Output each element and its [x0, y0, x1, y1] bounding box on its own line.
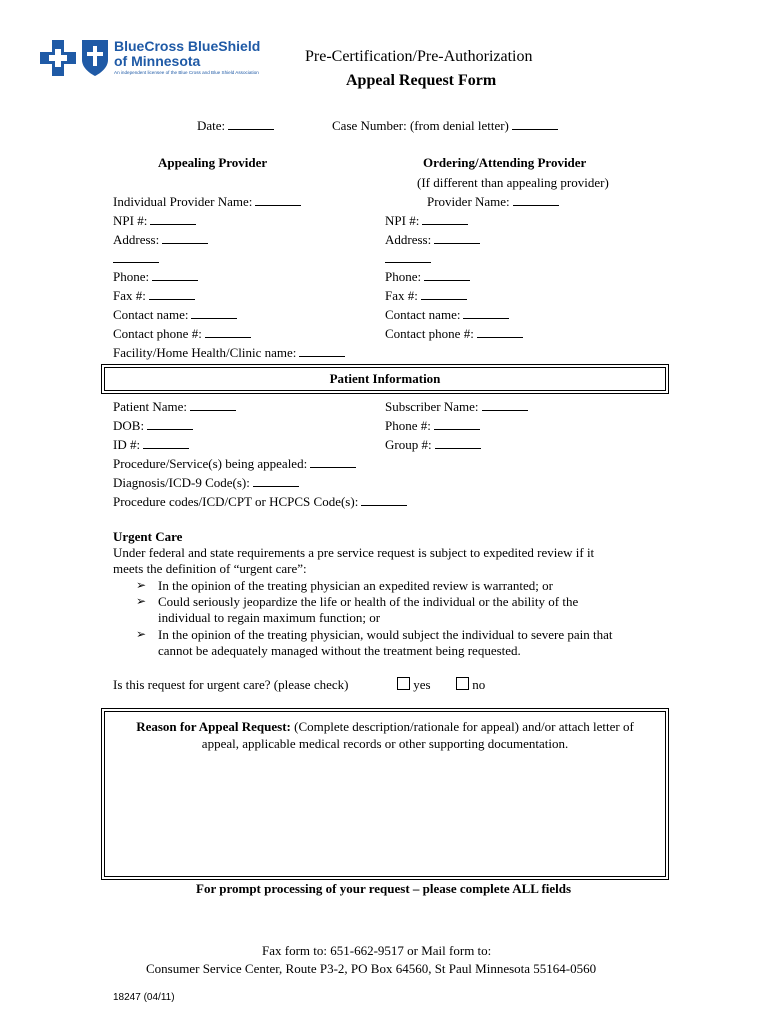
urgent-criterion-2: Could seriously jeopardize the life or health of the individual or the ability of the [158, 594, 579, 609]
checkbox-icon[interactable] [456, 677, 469, 690]
field-label: Diagnosis/ICD-9 Code(s): [113, 475, 250, 490]
bullet-arrow-icon: ➢ [136, 594, 147, 608]
reason-for-appeal-text [105, 712, 665, 752]
ordering-npi-field[interactable] [385, 213, 468, 229]
urgent-criterion-3-cont: cannot be adequately managed without the treatment being requested. [158, 643, 521, 658]
logo [40, 38, 261, 84]
urgent-care-intro-line1: Under federal and state requirements a pre service request is subject to expedited review if it [113, 545, 595, 560]
facility-name-field[interactable] [113, 345, 345, 361]
field-label: Contact name: [385, 307, 461, 322]
form-title-line1: Pre-Certification/Pre-Authorization [305, 48, 533, 65]
case-number-field[interactable] [332, 118, 558, 134]
field-label: Contact phone #: [113, 326, 202, 341]
ordering-address-line2[interactable] [385, 251, 431, 267]
subscriber-phone-field[interactable] [385, 418, 480, 434]
date-field[interactable] [197, 118, 274, 134]
urgent-criterion-3: In the opinion of the treating physician, would subject the individual to severe pain that [158, 627, 613, 642]
prompt-processing-note: For prompt processing of your request – please complete ALL fields [196, 881, 572, 896]
ordering-phone-field[interactable] [385, 269, 470, 285]
date-label: Date: [197, 118, 226, 133]
subscriber-name-field[interactable] [385, 399, 528, 415]
reason-for-appeal-box[interactable] [101, 708, 669, 880]
ordering-contact-name-field[interactable] [385, 307, 509, 323]
appealing-address-line2[interactable] [113, 251, 159, 267]
appealing-fax-field[interactable] [113, 288, 195, 304]
field-label: Procedure/Service(s) being appealed: [113, 456, 308, 471]
field-label: Address: [385, 232, 432, 247]
blue-cross-icon [40, 40, 76, 76]
reason-instructions-line2: appeal, applicable medical records or other supporting documentation. [201, 736, 569, 751]
appealing-provider-heading: Appealing Provider [158, 155, 268, 170]
patient-dob-field[interactable] [113, 418, 193, 434]
patient-id-field[interactable] [113, 437, 189, 453]
form-code: 18247 (04/11) [113, 992, 175, 1003]
bullet-arrow-icon: ➢ [136, 578, 147, 592]
field-label: DOB: [113, 418, 145, 433]
field-label: Fax #: [385, 288, 418, 303]
patient-information-heading: Patient Information [329, 371, 441, 386]
ordering-provider-subheading: (If different than appealing provider) [417, 175, 609, 190]
field-label: Procedure codes/ICD/CPT or HCPCS Code(s): [113, 494, 359, 509]
diagnosis-codes-field[interactable] [113, 475, 299, 491]
field-label: ID #: [113, 437, 141, 452]
form-title: Appeal Request Form [346, 72, 497, 89]
blue-shield-icon [80, 38, 110, 78]
procedure-appealed-field[interactable] [113, 456, 356, 472]
ordering-fax-field[interactable] [385, 288, 467, 304]
logo-tagline: An independent licensee of the Blue Cross and Blue Shield Association [114, 70, 259, 75]
appealing-npi-field[interactable] [113, 213, 196, 229]
urgent-care-intro-line2: meets the definition of “urgent care”: [113, 561, 307, 576]
logo-line1: BlueCross BlueShield [114, 38, 261, 54]
patient-name-field[interactable] [113, 399, 236, 415]
field-label: Provider Name: [427, 194, 510, 209]
urgent-yes-checkbox[interactable] [397, 677, 431, 693]
ordering-provider-name-field[interactable] [427, 194, 559, 210]
reason-label: Reason for Appeal Request: [136, 719, 291, 734]
appealing-address-field[interactable] [113, 232, 208, 248]
procedure-codes-field[interactable] [113, 494, 407, 510]
group-number-field[interactable] [385, 437, 481, 453]
appealing-contact-phone-field[interactable] [113, 326, 251, 342]
field-label: NPI #: [113, 213, 148, 228]
field-label: Contact name: [113, 307, 189, 322]
logo-line2: of Minnesota [114, 53, 201, 69]
mailing-address: Consumer Service Center, Route P3-2, PO Box 64560, St Paul Minnesota 55164-0560 [146, 961, 597, 976]
urgent-criterion-1: In the opinion of the treating physician an expedited review is warranted; or [158, 578, 553, 593]
individual-provider-name-field[interactable] [113, 194, 301, 210]
urgent-care-heading: Urgent Care [113, 529, 183, 544]
field-label: Fax #: [113, 288, 146, 303]
field-label: Contact phone #: [385, 326, 474, 341]
field-label: NPI #: [385, 213, 420, 228]
patient-information-bar [101, 364, 669, 394]
field-label: Phone: [385, 269, 422, 284]
appealing-phone-field[interactable] [113, 269, 198, 285]
urgent-care-question: Is this request for urgent care? (please check) [113, 677, 349, 692]
field-label: Phone: [113, 269, 150, 284]
checkbox-icon[interactable] [397, 677, 410, 690]
bullet-arrow-icon: ➢ [136, 627, 147, 641]
case-number-label: Case Number: (from denial letter) [332, 118, 509, 133]
field-label: Address: [113, 232, 160, 247]
urgent-criterion-2-cont: individual to regain maximum function; or [158, 610, 381, 625]
ordering-contact-phone-field[interactable] [385, 326, 523, 342]
urgent-no-checkbox[interactable] [456, 677, 485, 693]
reason-instructions: (Complete description/rationale for appeal) and/or attach letter of [290, 719, 634, 734]
field-label: Patient Name: [113, 399, 188, 414]
fax-instructions: Fax form to: 651-662-9517 or Mail form to: [262, 943, 492, 958]
ordering-address-field[interactable] [385, 232, 480, 248]
field-label: Phone #: [385, 418, 431, 433]
field-label: Individual Provider Name: [113, 194, 253, 209]
field-label: Group #: [385, 437, 432, 452]
field-label: Subscriber Name: [385, 399, 479, 414]
appealing-contact-name-field[interactable] [113, 307, 237, 323]
no-label: no [472, 677, 486, 692]
ordering-provider-heading: Ordering/Attending Provider [423, 155, 587, 170]
yes-label: yes [413, 677, 431, 692]
field-label: Facility/Home Health/Clinic name: [113, 345, 297, 360]
